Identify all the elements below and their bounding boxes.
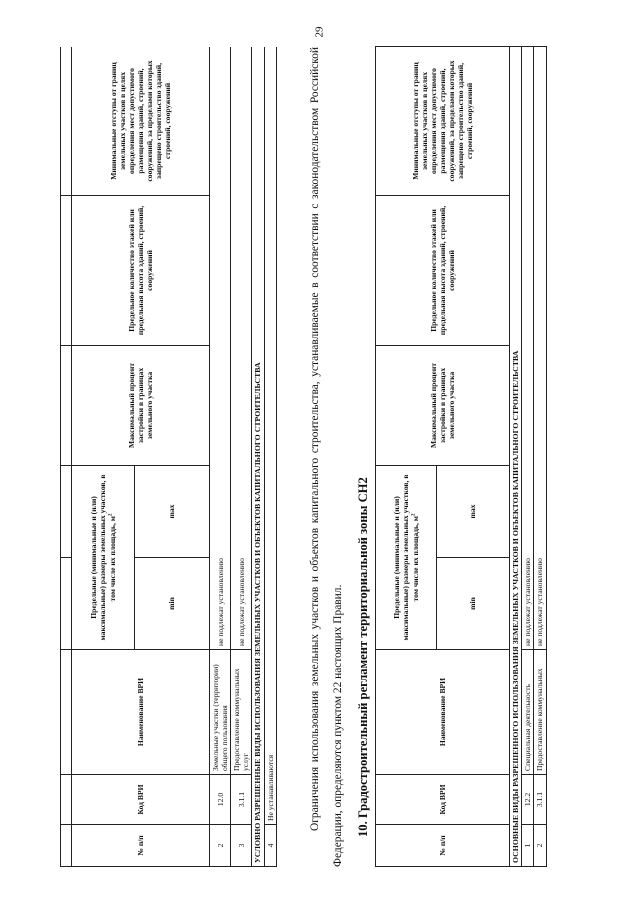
table-row <box>522 46 534 866</box>
header-code: Код ВРИ <box>376 775 510 825</box>
header-percent: Максимальный процент застройки в границах земельного участка <box>72 346 210 466</box>
row-name: Специальная деятельность <box>522 650 534 775</box>
header-max: max <box>437 465 510 557</box>
header-size-group-text: Предельные (минимальные и (или) максимальные) размеры земельных участков, в том числе их площадь, м <box>89 474 117 641</box>
header-name: Наименование ВРИ <box>72 650 210 775</box>
header-name: Наименование ВРИ <box>376 650 510 775</box>
row-value: не подлежат установлению <box>522 46 534 649</box>
row-num: 2 <box>210 825 231 867</box>
row-value: Не устанавливаются <box>264 47 276 825</box>
row-code: 12.0 <box>210 775 231 825</box>
header-num: № п/п <box>376 825 510 867</box>
header-size-group <box>72 466 135 650</box>
header-min: min <box>437 558 510 650</box>
table-row <box>264 47 276 867</box>
row-name: Земельные участки (территории) общего пользования <box>210 650 231 775</box>
table-1 <box>60 47 277 867</box>
row-num: 3 <box>231 825 252 867</box>
header-floors: Предельное количество этажей или предельная высота зданий, строений, сооружений <box>376 195 510 345</box>
header-size-group <box>376 465 437 649</box>
section-row <box>510 46 522 866</box>
table-1-top-border <box>61 47 72 867</box>
row-num: 4 <box>264 825 276 867</box>
header-setback: Минимальные отступы от границ земельных участков в целях определения мест допустимого размещения зданий, строений, сооружений, за пределами которых запрещено строительство зданий, строений, сооружений <box>72 47 210 196</box>
header-floors: Предельное количество этажей или предельная высота зданий, строений, сооружений <box>72 196 210 346</box>
row-code: 3.1.1 <box>534 775 546 825</box>
header-percent: Максимальный процент застройки в границах земельного участка <box>376 345 510 465</box>
row-name: Предоставление коммунальных услуг <box>231 650 252 775</box>
section-heading: 10. Градостроительный регламент территориальной зоны СН2 <box>356 477 370 837</box>
section-conditional: УСЛОВНО РАЗРЕШЕННЫЕ ВИДЫ ИСПОЛЬЗОВАНИЯ ЗЕМЕЛЬНЫХ УЧАСТКОВ И ОБЪЕКТОВ КАПИТАЛЬНОГО СТРОИТЕЛЬСТВА <box>252 47 264 867</box>
row-name: Предоставление коммунальных <box>534 650 546 775</box>
header-size-group-sup: 2 <box>108 513 114 517</box>
header-size-group-sup: 2 <box>411 513 417 517</box>
rotated-content <box>60 47 580 867</box>
header-max: max <box>135 466 210 558</box>
header-setback: Минимальные отступы от границ земельных участков в целях определения мест допустимого размещения зданий, строений, сооружений, за пределами которых запрещено строительство зданий, строений, сооружений <box>376 46 510 195</box>
table-2-header-row <box>376 46 437 866</box>
header-size-group-text: Предельные (минимальные и (или) максимальные) размеры земельных участков, в том числе их площадь, м <box>392 474 420 641</box>
table-2 <box>375 46 547 867</box>
restrictions-paragraph <box>304 47 350 867</box>
header-code: Код ВРИ <box>72 775 210 825</box>
row-num: 1 <box>522 825 534 867</box>
table-1-wrapper <box>60 47 292 867</box>
row-value: не подлежат установлению <box>534 46 546 649</box>
row-value: не подлежат установлению <box>210 47 231 650</box>
paragraph-text: Ограничения использования земельных участков и объектов капитального строительства, устанавливаемые в соответствии с законодательством Российской Федерации, определяются пунктом 22 настоящих Правил. <box>309 47 344 867</box>
table-row <box>231 47 252 867</box>
header-num: № п/п <box>72 825 210 867</box>
page-number: 29 <box>313 26 326 38</box>
table-row <box>210 47 231 867</box>
row-code: 12.2 <box>522 775 534 825</box>
row-code: 3.1.1 <box>231 775 252 825</box>
row-num: 2 <box>534 825 546 867</box>
section-main: ОСНОВНЫЕ ВИДЫ РАЗРЕШЕННОГО ИСПОЛЬЗОВАНИЯ ЗЕМЕЛЬНЫХ УЧАСТКОВ И ОБЪЕКТОВ КАПИТАЛЬНОГО СТРОИТЕЛЬСТВА <box>510 46 522 866</box>
table-1-header-row <box>72 47 135 867</box>
section-row <box>252 47 264 867</box>
header-min: min <box>135 558 210 650</box>
table-row <box>534 46 546 866</box>
row-value: не подлежат установлению <box>231 47 252 650</box>
